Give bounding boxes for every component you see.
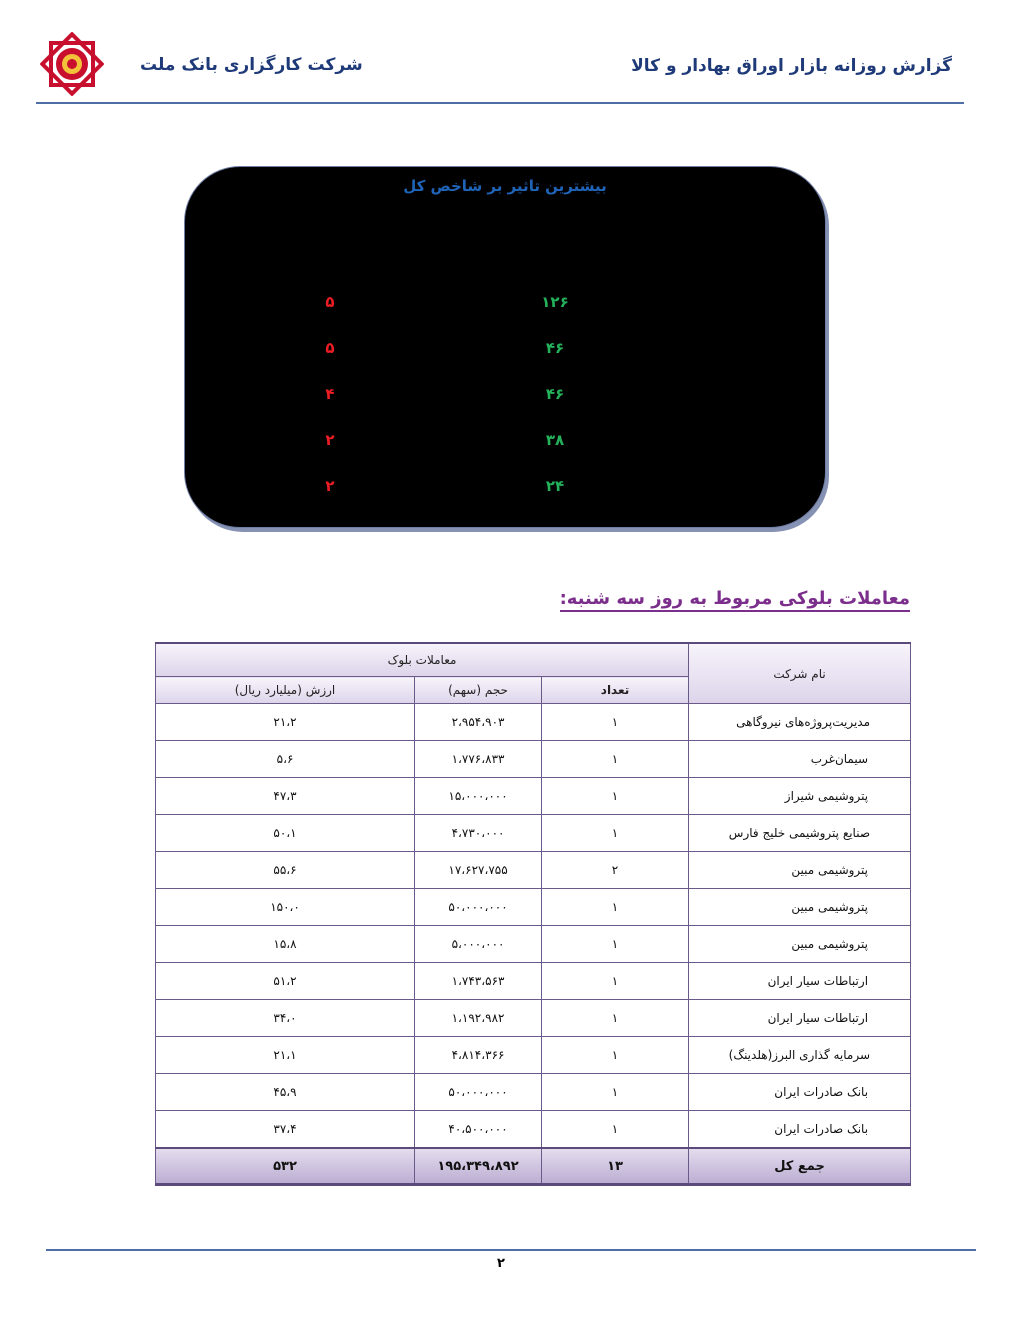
impact-row	[185, 431, 825, 455]
cell-company: پتروشیمی مبین	[689, 889, 911, 926]
cell-count: ۱	[542, 815, 689, 852]
cell-count: ۱	[542, 704, 689, 741]
cell-count: ۱	[542, 1000, 689, 1037]
cell-value: ۲۱،۱	[156, 1037, 415, 1074]
impact-negative-value: ۵	[325, 293, 335, 311]
cell-company: ارتباطات سیار ایران	[689, 1000, 911, 1037]
impact-row	[185, 339, 825, 363]
header-value: ارزش (میلیارد ریال)	[156, 677, 415, 704]
company-name: شرکت کارگزاری بانک ملت	[140, 55, 363, 75]
table-row	[156, 889, 911, 926]
block-trades-heading: معاملات بلوکی مربوط به روز سه شنبه:	[560, 588, 910, 612]
total-count: ۱۳	[542, 1148, 689, 1185]
impact-positive-value: ۲۴	[545, 477, 565, 495]
cell-value: ۱۵،۸	[156, 926, 415, 963]
table-row	[156, 704, 911, 741]
cell-volume: ۱۵،۰۰۰،۰۰۰	[415, 778, 542, 815]
header-count: تعداد	[542, 677, 689, 704]
bank-mellat-logo	[40, 32, 104, 96]
cell-value: ۳۷،۴	[156, 1111, 415, 1149]
cell-value: ۵۱،۲	[156, 963, 415, 1000]
cell-volume: ۴،۸۱۴،۳۶۶	[415, 1037, 542, 1074]
table-row	[156, 1074, 911, 1111]
cell-volume: ۴،۷۳۰،۰۰۰	[415, 815, 542, 852]
table-total-row	[156, 1148, 911, 1185]
header-company: نام شرکت	[689, 643, 911, 704]
table-row	[156, 741, 911, 778]
cell-volume: ۵۰،۰۰۰،۰۰۰	[415, 1074, 542, 1111]
header-divider	[36, 102, 964, 104]
cell-count: ۱	[542, 889, 689, 926]
impact-positive-value: ۴۶	[545, 339, 565, 357]
cell-count: ۱	[542, 1111, 689, 1149]
impact-negative-value: ۵	[325, 339, 335, 357]
cell-company: پتروشیمی مبین	[689, 926, 911, 963]
cell-volume: ۱۷،۶۲۷،۷۵۵	[415, 852, 542, 889]
cell-value: ۵۵،۶	[156, 852, 415, 889]
header-volume: حجم (سهم)	[415, 677, 542, 704]
total-volume: ۱۹۵،۳۴۹،۸۹۲	[415, 1148, 542, 1185]
cell-count: ۲	[542, 852, 689, 889]
total-label: جمع کل	[689, 1148, 911, 1185]
cell-value: ۵۰،۱	[156, 815, 415, 852]
impact-positive-value: ۴۶	[545, 385, 565, 403]
cell-company: مدیریت‌پروژه‌های نیروگاهی	[689, 704, 911, 741]
table-row	[156, 778, 911, 815]
table-row	[156, 963, 911, 1000]
cell-volume: ۲،۹۵۴،۹۰۳	[415, 704, 542, 741]
table-row	[156, 1111, 911, 1149]
report-title: گزارش روزانه بازار اوراق بهادار و کالا	[631, 56, 952, 76]
cell-value: ۱۵۰،۰	[156, 889, 415, 926]
cell-count: ۱	[542, 1037, 689, 1074]
cell-count: ۱	[542, 963, 689, 1000]
cell-company: ارتباطات سیار ایران	[689, 963, 911, 1000]
cell-company: صنایع پتروشیمی خلیج فارس	[689, 815, 911, 852]
cell-volume: ۱،۱۹۲،۹۸۲	[415, 1000, 542, 1037]
cell-value: ۳۴،۰	[156, 1000, 415, 1037]
impact-positive-value: ۳۸	[545, 431, 565, 449]
table-row	[156, 815, 911, 852]
cell-company: سرمایه گذاری البرز(هلدینگ)	[689, 1037, 911, 1074]
cell-value: ۴۷،۳	[156, 778, 415, 815]
footer-divider	[46, 1249, 976, 1251]
cell-count: ۱	[542, 741, 689, 778]
cell-company: بانک صادرات ایران	[689, 1111, 911, 1149]
cell-company: بانک صادرات ایران	[689, 1074, 911, 1111]
table-header-row	[156, 643, 911, 677]
impact-negative-value: ۲	[325, 431, 335, 449]
cell-count: ۱	[542, 926, 689, 963]
cell-value: ۴۵،۹	[156, 1074, 415, 1111]
table-row	[156, 1000, 911, 1037]
cell-company: سیمان‌غرب	[689, 741, 911, 778]
cell-count: ۱	[542, 1074, 689, 1111]
header-block-trades: معاملات بلوک	[156, 643, 689, 677]
total-value: ۵۳۲	[156, 1148, 415, 1185]
impact-row	[185, 293, 825, 317]
cell-volume: ۵۰،۰۰۰،۰۰۰	[415, 889, 542, 926]
impact-row	[185, 385, 825, 409]
impact-row	[185, 477, 825, 501]
table-row	[156, 926, 911, 963]
index-impact-panel	[184, 166, 826, 528]
impact-positive-value: ۱۲۶	[541, 293, 569, 311]
cell-volume: ۱،۷۴۳،۵۶۳	[415, 963, 542, 1000]
cell-volume: ۵،۰۰۰،۰۰۰	[415, 926, 542, 963]
table-row	[156, 1037, 911, 1074]
page-number: ۲	[497, 1256, 505, 1271]
cell-count: ۱	[542, 778, 689, 815]
impact-negative-value: ۲	[325, 477, 335, 495]
cell-company: پتروشیمی مبین	[689, 852, 911, 889]
cell-company: پتروشیمی شیراز	[689, 778, 911, 815]
impact-panel-title: بیشترین تاثیر بر شاخص کل	[403, 177, 607, 195]
cell-volume: ۱،۷۷۶،۸۳۳	[415, 741, 542, 778]
impact-negative-value: ۴	[325, 385, 335, 403]
cell-volume: ۴۰،۵۰۰،۰۰۰	[415, 1111, 542, 1149]
block-trades-table	[155, 642, 911, 1186]
cell-value: ۲۱،۲	[156, 704, 415, 741]
table-row	[156, 852, 911, 889]
cell-value: ۵،۶	[156, 741, 415, 778]
